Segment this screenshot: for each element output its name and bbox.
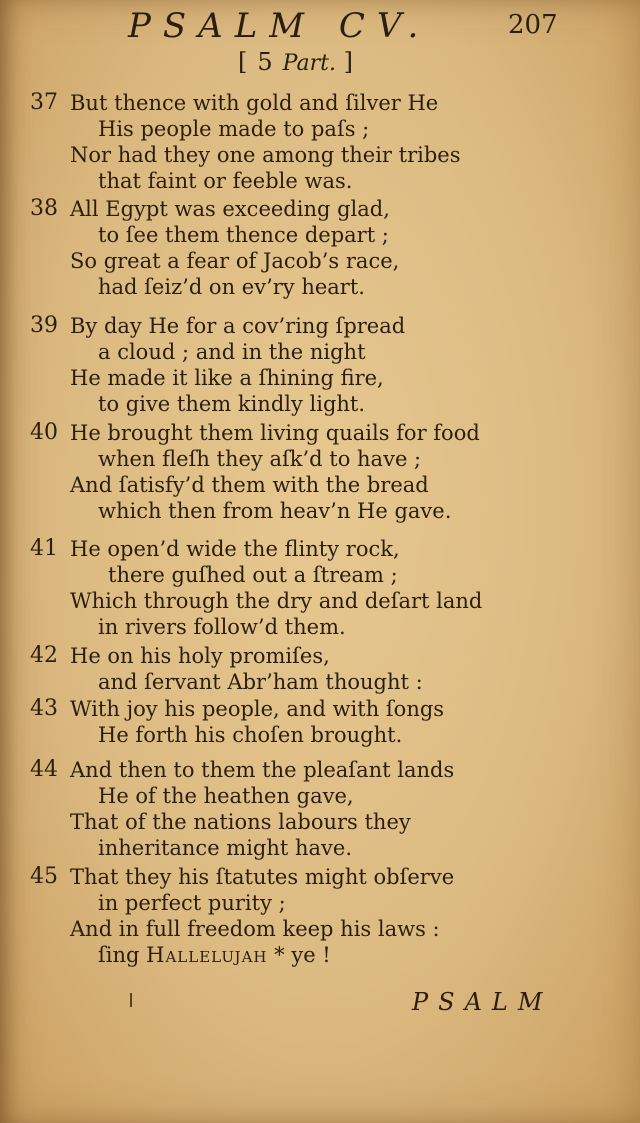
verse-line: By day He for a cov’ring ſpread <box>70 314 406 338</box>
verse-number: 43 <box>30 696 58 721</box>
verse-line: in perfect purity ; <box>98 891 286 915</box>
verse-number: 42 <box>30 643 58 668</box>
verse-number: 37 <box>30 90 58 115</box>
verse-line: And in full freedom keep his laws : <box>70 917 440 941</box>
page-number: 207 <box>508 10 558 40</box>
verse-line: He brought them living quails for food <box>70 421 480 445</box>
part-bracket-close: ] <box>343 48 353 76</box>
hallelujah-word: Hallelujah <box>146 943 268 967</box>
verse-line: And then to them the pleaſant lands <box>70 758 455 782</box>
verse-line: He of the heathen gave, <box>98 784 354 808</box>
print-mark <box>130 993 132 1007</box>
verse-line: He made it like a ſhining fire, <box>70 366 384 390</box>
verse-line: a cloud ; and in the night <box>98 340 366 364</box>
verse-line: to ſee them thence depart ; <box>98 223 389 247</box>
verse-line: inheritance might have. <box>98 836 353 860</box>
verse-line: which then from heav’n He gave. <box>98 499 452 523</box>
verse-line: He on his holy promiſes, <box>70 644 330 668</box>
verse-line: But thence with gold and ſilver He <box>70 91 439 115</box>
hallelujah-pre: ſing <box>98 943 140 967</box>
verse-line: and ſervant Abr’ham thought : <box>98 670 423 694</box>
verse-number: 38 <box>30 196 58 221</box>
verse-number: 41 <box>30 536 58 561</box>
verse-line: That they his ſtatutes might obſerve <box>70 865 455 889</box>
verse-line: And ſatisfy’d them with the bread <box>70 473 429 497</box>
verse-line: that faint or feeble was. <box>98 169 353 193</box>
part-word: Part. <box>282 51 336 76</box>
verse-number: 40 <box>30 420 58 445</box>
verse-number: 44 <box>30 757 58 782</box>
verse-line: His people made to paſs ; <box>98 117 370 141</box>
part-bracket-open: [ <box>238 48 248 76</box>
verse-line: in rivers follow’d them. <box>98 615 346 639</box>
verse-line: to give them kindly light. <box>98 392 366 416</box>
verse-line: there guſhed out a ſtream ; <box>108 563 398 587</box>
running-title: PSALM CV. <box>128 6 431 46</box>
verse-line: had ſeiz’d on ev’ry heart. <box>98 275 365 299</box>
verse-line: With joy his people, and with ſongs <box>70 697 445 721</box>
verse-line: That of the nations labours they <box>70 810 411 834</box>
verse-line: He forth his choſen brought. <box>98 723 403 747</box>
hallelujah-post: * ye ! <box>267 943 331 967</box>
part-number: 5 <box>257 48 273 76</box>
catchword: PSALM <box>412 988 553 1016</box>
part-label <box>238 48 353 76</box>
verse-line-hallelujah <box>98 942 331 968</box>
verse-line: So great a fear of Jacob’s race, <box>70 249 400 273</box>
verse-line: Nor had they one among their tribes <box>70 143 461 167</box>
verse-number: 45 <box>30 864 58 889</box>
verse-line: when fleſh they aſk’d to have ; <box>98 447 422 471</box>
verse-number: 39 <box>30 313 58 338</box>
verse-line: Which through the dry and deſart land <box>70 589 483 613</box>
verse-line: He open’d wide the flinty rock, <box>70 537 400 561</box>
verse-line: All Egypt was exceeding glad, <box>70 197 390 221</box>
